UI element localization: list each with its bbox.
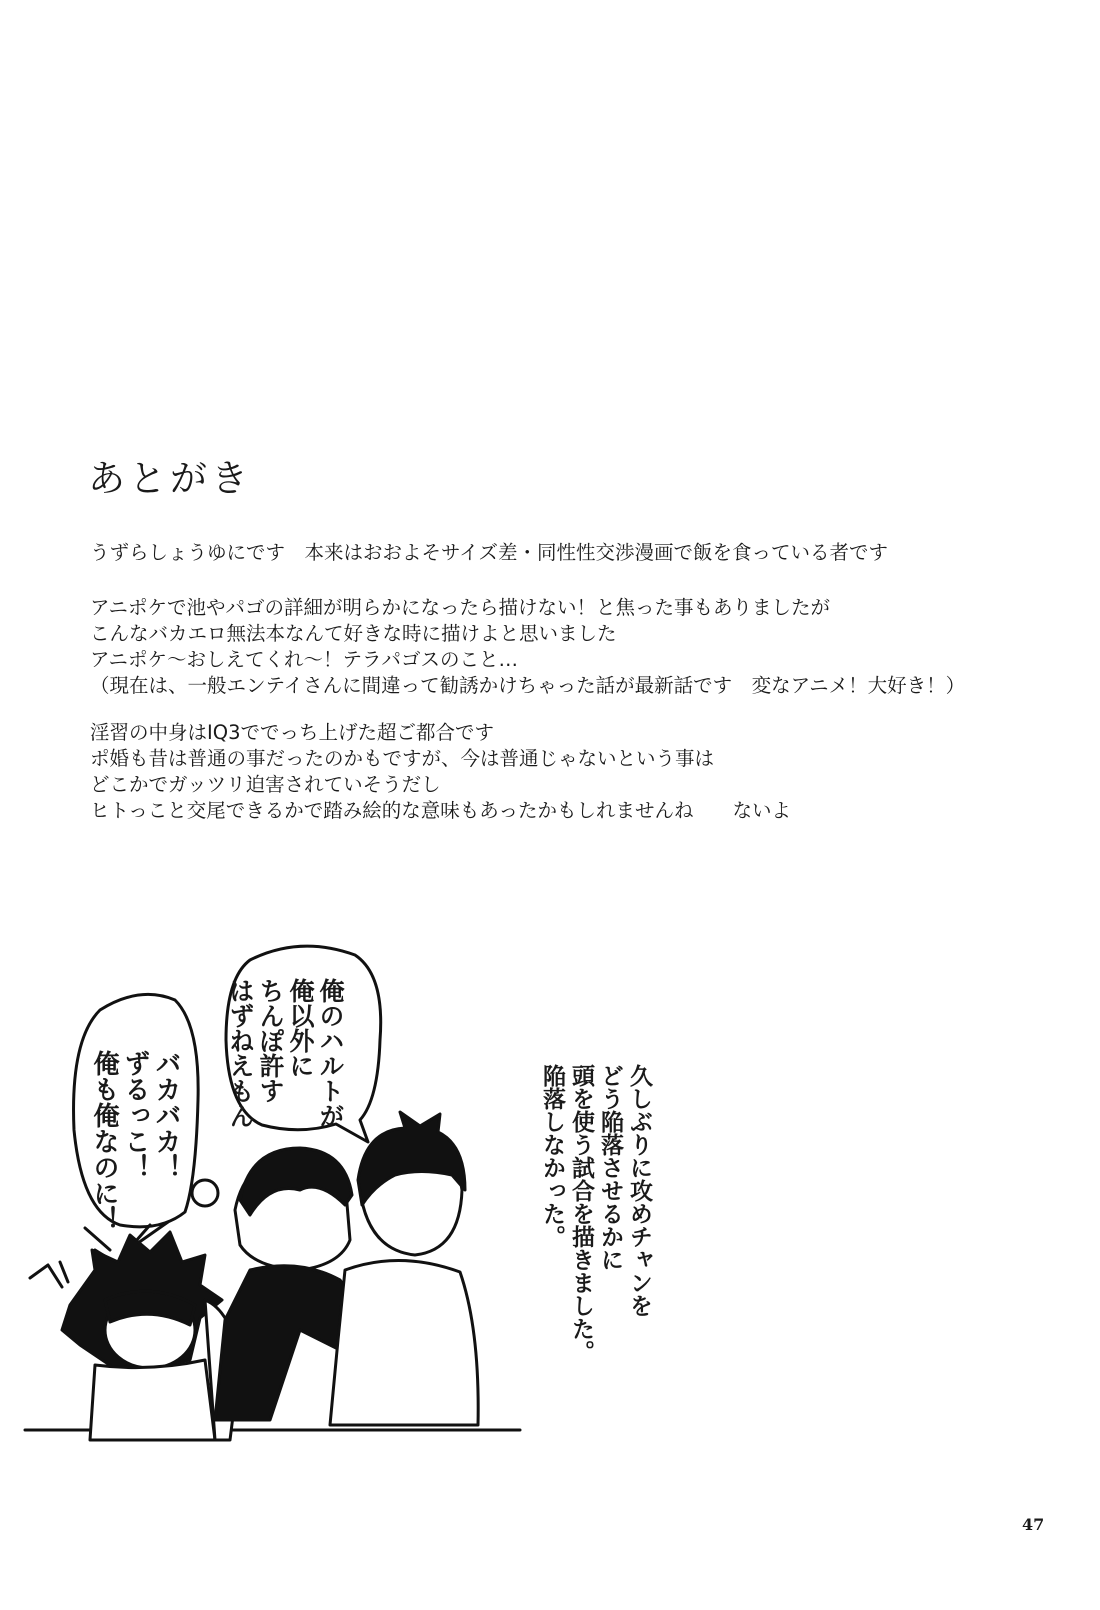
character-left xyxy=(62,1232,240,1440)
text-line: アニポケ〜おしえてくれ〜！テラパゴスのこと… xyxy=(90,648,519,671)
character-right xyxy=(330,1112,478,1425)
note-line: 久しぶりに攻めチャンを xyxy=(626,1064,652,1317)
speech-text-left xyxy=(88,1050,181,1232)
afterword-paragraph-intro xyxy=(90,540,888,566)
afterword-paragraph-anime xyxy=(90,595,965,699)
speech-line: 俺のハルトが xyxy=(316,978,345,1128)
speech-line: はずねえもん xyxy=(226,978,255,1128)
speech-line: 俺も俺なのに！ xyxy=(89,1050,119,1232)
note-line: 頭を使う試合を描きました。 xyxy=(568,1064,594,1363)
text-line: うずらしょうゆにです 本来はおおよそサイズ差・同性性交渉漫画で飯を食っている者です xyxy=(90,541,888,564)
text-line: こんなバカエロ無法本なんて好きな時に描けよと思いました xyxy=(90,622,617,645)
text-line: アニポケで池やパゴの詳細が明らかになったら描けない！と焦った事もありましたが xyxy=(90,596,831,619)
text-line: どこかでガッツリ迫害されていそうだし xyxy=(90,773,441,796)
side-note xyxy=(537,1064,653,1363)
speech-line: ずるっこ！ xyxy=(120,1050,150,1180)
text-line: （現在は、一般エンテイさんに間違って勧誘かけちゃった話が最新話です 変なアニメ！大好き！） xyxy=(90,674,966,697)
speech-line: ちんぽ許す xyxy=(256,978,285,1103)
speech-line: 俺以外に xyxy=(286,978,315,1078)
text-line: 淫習の中身はIQ3ででっち上げた超ご都合です xyxy=(90,721,495,744)
afterword-heading: あとがき xyxy=(88,457,252,500)
note-line: どう陥落させるかに xyxy=(597,1064,623,1271)
text-line: ヒトっこと交尾できるかで踏み絵的な意味もあったかもしれませんね ないよ xyxy=(90,799,792,822)
page-number: 47 xyxy=(1022,1515,1045,1534)
speech-text-right xyxy=(225,978,345,1128)
sound-puff xyxy=(192,1180,218,1206)
note-line: 陥落しなかった。 xyxy=(539,1064,565,1248)
afterword-paragraph-custom xyxy=(90,720,791,824)
speech-line: バカバカ！ xyxy=(151,1050,181,1180)
text-line: ポ婚も昔は普通の事だったのかもですが、今は普通じゃないという事は xyxy=(90,747,715,770)
